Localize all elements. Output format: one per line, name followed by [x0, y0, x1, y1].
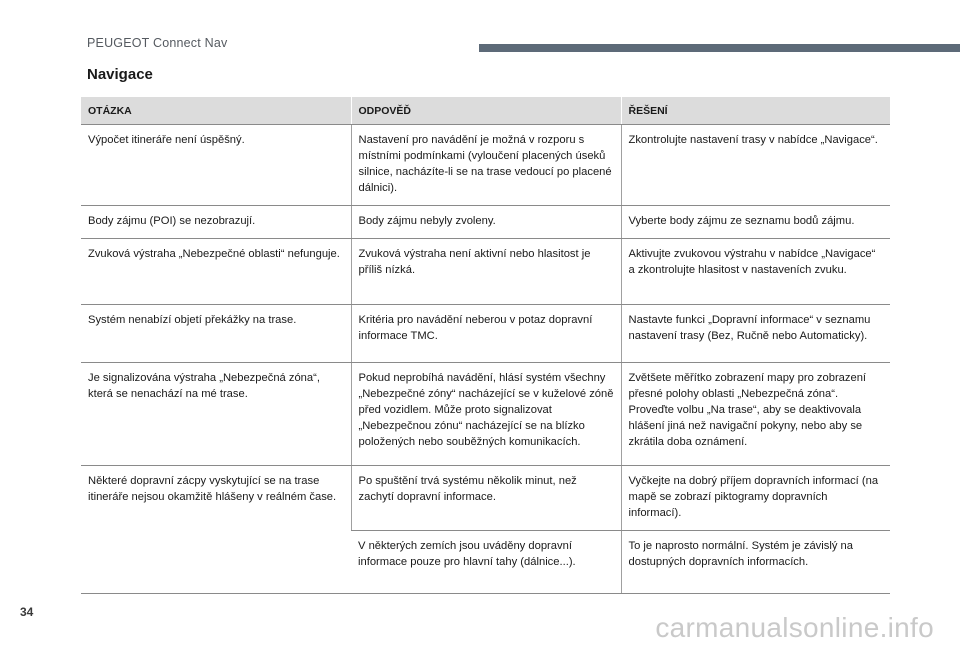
table-row	[81, 239, 890, 305]
table-row	[81, 305, 890, 363]
solution-cell: Zkontrolujte nastavení trasy v nabídce „Navigace“.	[621, 125, 890, 206]
answer-cell: Kritéria pro navádění neberou v potaz dopravní informace TMC.	[351, 305, 621, 363]
table-header-row	[81, 97, 890, 125]
document-header-title: PEUGEOT Connect Nav	[87, 36, 228, 50]
answer-cell: Body zájmu nebyly zvoleny.	[351, 206, 621, 239]
answer-cell: Po spuštění trvá systému několik minut, než zachytí dopravní informace.	[351, 466, 621, 531]
column-header-answer: ODPOVĚĎ	[351, 97, 621, 125]
answer-cell: Zvuková výstraha není aktivní nebo hlasitost je příliš nízká.	[351, 239, 621, 305]
solution-cell: Aktivujte zvukovou výstrahu v nabídce „Navigace“ a zkontrolujte hlasitost v nastaveních zvuku.	[621, 239, 890, 305]
header-decorative-bar	[479, 44, 960, 52]
question-cell: Body zájmu (POI) se nezobrazují.	[81, 206, 351, 239]
table-row	[81, 206, 890, 239]
question-cell: Zvuková výstraha „Nebezpečné oblasti“ nefunguje.	[81, 239, 351, 305]
column-header-question: OTÁZKA	[81, 97, 351, 125]
solution-cell: Nastavte funkci „Dopravní informace“ v seznamu nastavení trasy (Bez, Ručně nebo Automaticky).	[621, 305, 890, 363]
question-cell: Některé dopravní zácpy vyskytující se na trase itineráře nejsou okamžitě hlášeny v reálném čase.	[81, 466, 351, 594]
answer-cell: V některých zemích jsou uváděny dopravní informace pouze pro hlavní tahy (dálnice...).	[351, 531, 621, 594]
solution-cell: Vyčkejte na dobrý příjem dopravních informací (na mapě se zobrazí piktogramy dopravních informací).	[621, 466, 890, 531]
table-row	[81, 466, 890, 531]
answer-cell: Nastavení pro navádění je možná v rozporu s místními podmínkami (vyloučení placených úseků silnice, nacházíte-li se na trase vedoucí po placené dálnici).	[351, 125, 621, 206]
troubleshooting-table	[81, 97, 890, 594]
question-cell: Je signalizována výstraha „Nebezpečná zóna“, která se nenachází na mé trase.	[81, 363, 351, 466]
section-title: Navigace	[87, 66, 153, 83]
page-number: 34	[20, 605, 34, 619]
question-cell: Systém nenabízí objetí překážky na trase.	[81, 305, 351, 363]
table-row	[81, 125, 890, 206]
watermark-text: carmanualsonline.info	[655, 612, 934, 643]
question-cell: Výpočet itineráře není úspěšný.	[81, 125, 351, 206]
answer-cell: Pokud neprobíhá navádění, hlásí systém všechny „Nebezpečné zóny“ nacházející se v kuželové zóně před vozidlem. Může proto signalizovat „Nebezpečnou zónu“ nacházející se na blízko položených nebo souběžných komunikacích.	[351, 363, 621, 466]
solution-cell: Vyberte body zájmu ze seznamu bodů zájmu.	[621, 206, 890, 239]
column-header-solution: ŘEŠENÍ	[621, 97, 890, 125]
solution-cell: To je naprosto normální. Systém je závislý na dostupných dopravních informacích.	[621, 531, 890, 594]
solution-cell: Zvětšete měřítko zobrazení mapy pro zobrazení přesné polohy oblasti „Nebezpečná zóna“. Proveďte volbu „Na trase“, aby se deaktivovala hlášení jiná než navigační pokyny, nebo aby se zkrátila doba oznámení.	[621, 363, 890, 466]
table-row	[81, 363, 890, 466]
